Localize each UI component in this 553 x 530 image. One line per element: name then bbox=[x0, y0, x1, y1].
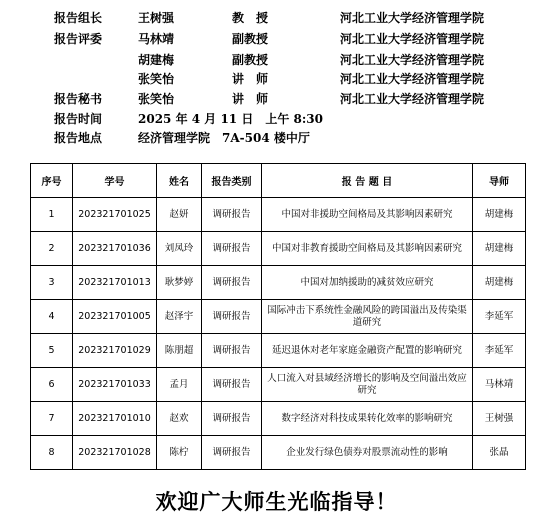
cell-advisor: 马林靖 bbox=[473, 368, 526, 402]
reviewer-title: 讲 师 bbox=[232, 72, 269, 86]
reviewer-row bbox=[0, 70, 553, 88]
cell-no: 8 bbox=[31, 436, 73, 470]
leader-title: 教 授 bbox=[232, 11, 269, 25]
cell-no: 3 bbox=[31, 266, 73, 300]
cell-topic: 延迟退休对老年家庭金融资产配置的影响研究 bbox=[262, 334, 473, 368]
cell-advisor: 胡建梅 bbox=[473, 232, 526, 266]
cell-name: 孟月 bbox=[157, 368, 202, 402]
secretary-name: 张笑怡 bbox=[138, 92, 175, 106]
cell-no: 1 bbox=[31, 198, 73, 232]
cell-type: 调研报告 bbox=[202, 368, 262, 402]
reviewer-name: 胡建梅 bbox=[138, 53, 175, 67]
cell-name: 耿梦婷 bbox=[157, 266, 202, 300]
leader-name: 王树强 bbox=[138, 11, 175, 25]
table-row bbox=[31, 198, 526, 232]
cell-id: 202321701033 bbox=[73, 368, 157, 402]
header-topic: 报 告 题 目 bbox=[262, 164, 473, 198]
table-row bbox=[31, 232, 526, 266]
cell-id: 202321701010 bbox=[73, 402, 157, 436]
secretary-label: 报告秘书 bbox=[54, 92, 103, 106]
cell-type: 调研报告 bbox=[202, 266, 262, 300]
header-name: 姓名 bbox=[157, 164, 202, 198]
cell-type: 调研报告 bbox=[202, 334, 262, 368]
table-row bbox=[31, 266, 526, 300]
cell-advisor: 张晶 bbox=[473, 436, 526, 470]
table-row bbox=[31, 368, 526, 402]
place-value: 经济管理学院 7A-504 楼中厅 bbox=[138, 131, 310, 145]
secretary-title: 讲 师 bbox=[232, 92, 269, 106]
header-type: 报告类别 bbox=[202, 164, 262, 198]
cell-topic: 中国对非援助空间格局及其影响因素研究 bbox=[262, 198, 473, 232]
cell-name: 赵欢 bbox=[157, 402, 202, 436]
cell-no: 7 bbox=[31, 402, 73, 436]
table-header-row bbox=[31, 164, 526, 198]
reviewer-org: 河北工业大学经济管理学院 bbox=[340, 53, 485, 67]
reviewer-name: 张笑怡 bbox=[138, 72, 175, 86]
time-value: 2025 年 4 月 11 日 上午 8:30 bbox=[138, 112, 323, 126]
table-row bbox=[31, 300, 526, 334]
table-row bbox=[31, 334, 526, 368]
cell-topic: 企业发行绿色债券对股票流动性的影响 bbox=[262, 436, 473, 470]
cell-no: 6 bbox=[31, 368, 73, 402]
table-row bbox=[31, 436, 526, 470]
reviewers-label: 报告评委 bbox=[54, 32, 103, 46]
time-row bbox=[0, 110, 553, 128]
time-label: 报告时间 bbox=[54, 112, 103, 126]
reviewer-row bbox=[0, 51, 553, 69]
cell-name: 刘凤玲 bbox=[157, 232, 202, 266]
cell-id: 202321701028 bbox=[73, 436, 157, 470]
cell-name: 陈柠 bbox=[157, 436, 202, 470]
cell-topic: 中国对非教育援助空间格局及其影响因素研究 bbox=[262, 232, 473, 266]
secretary-org: 河北工业大学经济管理学院 bbox=[340, 92, 485, 106]
leader-row bbox=[0, 9, 553, 27]
reviewer-org: 河北工业大学经济管理学院 bbox=[340, 32, 485, 46]
cell-no: 2 bbox=[31, 232, 73, 266]
cell-advisor: 李延军 bbox=[473, 334, 526, 368]
cell-type: 调研报告 bbox=[202, 300, 262, 334]
closing-message: 欢迎广大师生光临指导！ bbox=[155, 489, 398, 514]
header-no: 序号 bbox=[31, 164, 73, 198]
cell-id: 202321701025 bbox=[73, 198, 157, 232]
schedule-table bbox=[30, 163, 526, 470]
cell-topic: 数字经济对科技成果转化效率的影响研究 bbox=[262, 402, 473, 436]
cell-type: 调研报告 bbox=[202, 198, 262, 232]
reviewer-name: 马林靖 bbox=[138, 32, 175, 46]
leader-label: 报告组长 bbox=[54, 11, 103, 25]
leader-org: 河北工业大学经济管理学院 bbox=[340, 11, 485, 25]
cell-no: 4 bbox=[31, 300, 73, 334]
cell-id: 202321701005 bbox=[73, 300, 157, 334]
cell-topic: 国际冲击下系统性金融风险的跨国溢出及传染渠道研究 bbox=[262, 300, 473, 334]
cell-name: 赵妍 bbox=[157, 198, 202, 232]
cell-no: 5 bbox=[31, 334, 73, 368]
secretary-row bbox=[0, 90, 553, 108]
reviewer-title: 副教授 bbox=[232, 53, 269, 67]
cell-advisor: 胡建梅 bbox=[473, 198, 526, 232]
cell-type: 调研报告 bbox=[202, 402, 262, 436]
cell-name: 赵泽宇 bbox=[157, 300, 202, 334]
cell-id: 202321701013 bbox=[73, 266, 157, 300]
cell-type: 调研报告 bbox=[202, 232, 262, 266]
cell-advisor: 胡建梅 bbox=[473, 266, 526, 300]
reviewer-title: 副教授 bbox=[232, 32, 269, 46]
place-row bbox=[0, 129, 553, 147]
table-row bbox=[31, 402, 526, 436]
cell-id: 202321701036 bbox=[73, 232, 157, 266]
cell-name: 陈朋超 bbox=[157, 334, 202, 368]
cell-advisor: 王树强 bbox=[473, 402, 526, 436]
cell-id: 202321701029 bbox=[73, 334, 157, 368]
header-id: 学号 bbox=[73, 164, 157, 198]
header-advisor: 导师 bbox=[473, 164, 526, 198]
reviewer-row bbox=[0, 30, 553, 48]
cell-type: 调研报告 bbox=[202, 436, 262, 470]
cell-advisor: 李延军 bbox=[473, 300, 526, 334]
reviewer-org: 河北工业大学经济管理学院 bbox=[340, 72, 485, 86]
place-label: 报告地点 bbox=[54, 131, 103, 145]
cell-topic: 中国对加纳援助的减贫效应研究 bbox=[262, 266, 473, 300]
cell-topic: 人口流入对县域经济增长的影响及空间溢出效应研究 bbox=[262, 368, 473, 402]
